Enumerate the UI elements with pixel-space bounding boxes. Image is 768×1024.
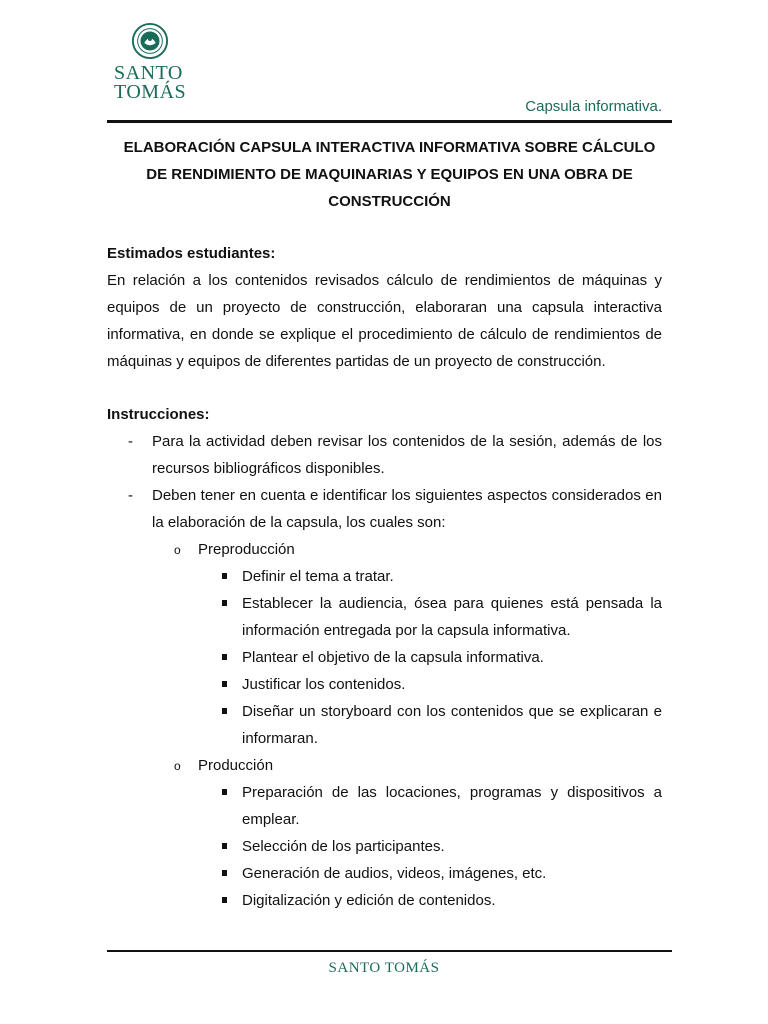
header-tag: Capsula informativa.: [525, 98, 662, 115]
list-item-text: Generación de audios, videos, imágenes, etc.: [242, 865, 547, 882]
list-item-text: Digitalización y edición de contenidos.: [242, 892, 496, 909]
square-bullet-icon: [222, 600, 227, 606]
logo-line-1: SANTO: [114, 62, 183, 84]
square-bullet-icon: [222, 708, 227, 714]
list-item: [107, 779, 662, 833]
document-title: [107, 134, 672, 215]
list-item: [107, 563, 662, 590]
circle-marker: o: [174, 759, 181, 773]
list-item-text: Plantear el objetivo de la capsula informativa.: [242, 649, 544, 666]
greeting-heading: Estimados estudiantes:: [107, 245, 276, 262]
list-item-text: Selección de los participantes.: [242, 838, 445, 855]
instructions-heading: Instrucciones:: [107, 406, 210, 423]
list-item: [107, 860, 662, 887]
square-bullet-icon: [222, 897, 227, 903]
logo-line-2: TOMÁS: [114, 81, 187, 103]
list-item-text: Preparación de las locaciones, programas y dispositivos a emplear.: [242, 784, 662, 828]
title-line-1: ELABORACIÓN CAPSULA INTERACTIVA INFORMATIVA SOBRE CÁLCULO: [123, 139, 656, 156]
list-item: [107, 833, 662, 860]
title-line-3: CONSTRUCCIÓN: [328, 193, 451, 210]
footer-divider: [107, 950, 672, 952]
instruction-item: [107, 482, 662, 536]
intro-paragraph: En relación a los contenidos revisados cálculo de rendimientos de máquinas y equipos de un proyecto de construcción, elaboraran una capsula interactiva informativa, en donde se explique el procedimiento de cálculo de rendimientos de máquinas y equipos de diferentes partidas de un proyecto de construcción.: [107, 272, 662, 370]
instruction-item: [107, 428, 662, 482]
circle-marker: o: [174, 543, 181, 557]
dash-marker: -: [128, 433, 133, 450]
instruction-text: Deben tener en cuenta e identificar los siguientes aspectos considerados en la elaboración de la capsula, los cuales son:: [152, 487, 662, 531]
list-item-text: Definir el tema a tratar.: [242, 568, 394, 585]
square-bullet-icon: [222, 681, 227, 687]
list-item: [107, 590, 662, 644]
title-line-2: DE RENDIMIENTO DE MAQUINARIAS Y EQUIPOS EN UNA OBRA DE: [146, 166, 633, 183]
phase-label: Preproducción: [198, 541, 295, 558]
square-bullet-icon: [222, 654, 227, 660]
phase-preproduccion: [107, 536, 662, 563]
square-bullet-icon: [222, 843, 227, 849]
dash-marker: -: [128, 487, 133, 504]
square-bullet-icon: [222, 789, 227, 795]
logo-wordmark: [110, 64, 190, 102]
square-bullet-icon: [222, 573, 227, 579]
list-item: [107, 887, 662, 914]
list-item-text: Establecer la audiencia, ósea para quienes está pensada la información entregada por la capsula informativa.: [242, 595, 662, 639]
instruction-text: Para la actividad deben revisar los contenidos de la sesión, además de los recursos bibliográficos disponibles.: [152, 433, 662, 477]
footer-brand: SANTO TOMÁS: [328, 960, 440, 976]
phase-label: Producción: [198, 757, 274, 774]
square-bullet-icon: [222, 870, 227, 876]
list-item: [107, 671, 662, 698]
seal-icon: [131, 22, 169, 60]
institution-logo: [110, 22, 190, 102]
spacer: [107, 375, 662, 401]
list-item: [107, 644, 662, 671]
list-item-text: Justificar los contenidos.: [242, 676, 406, 693]
list-item-text: Diseñar un storyboard con los contenidos que se explicaran e informaran.: [242, 703, 662, 747]
list-item: [107, 698, 662, 752]
header-divider: [107, 120, 672, 123]
document-body: [107, 240, 662, 914]
phase-produccion: [107, 752, 662, 779]
